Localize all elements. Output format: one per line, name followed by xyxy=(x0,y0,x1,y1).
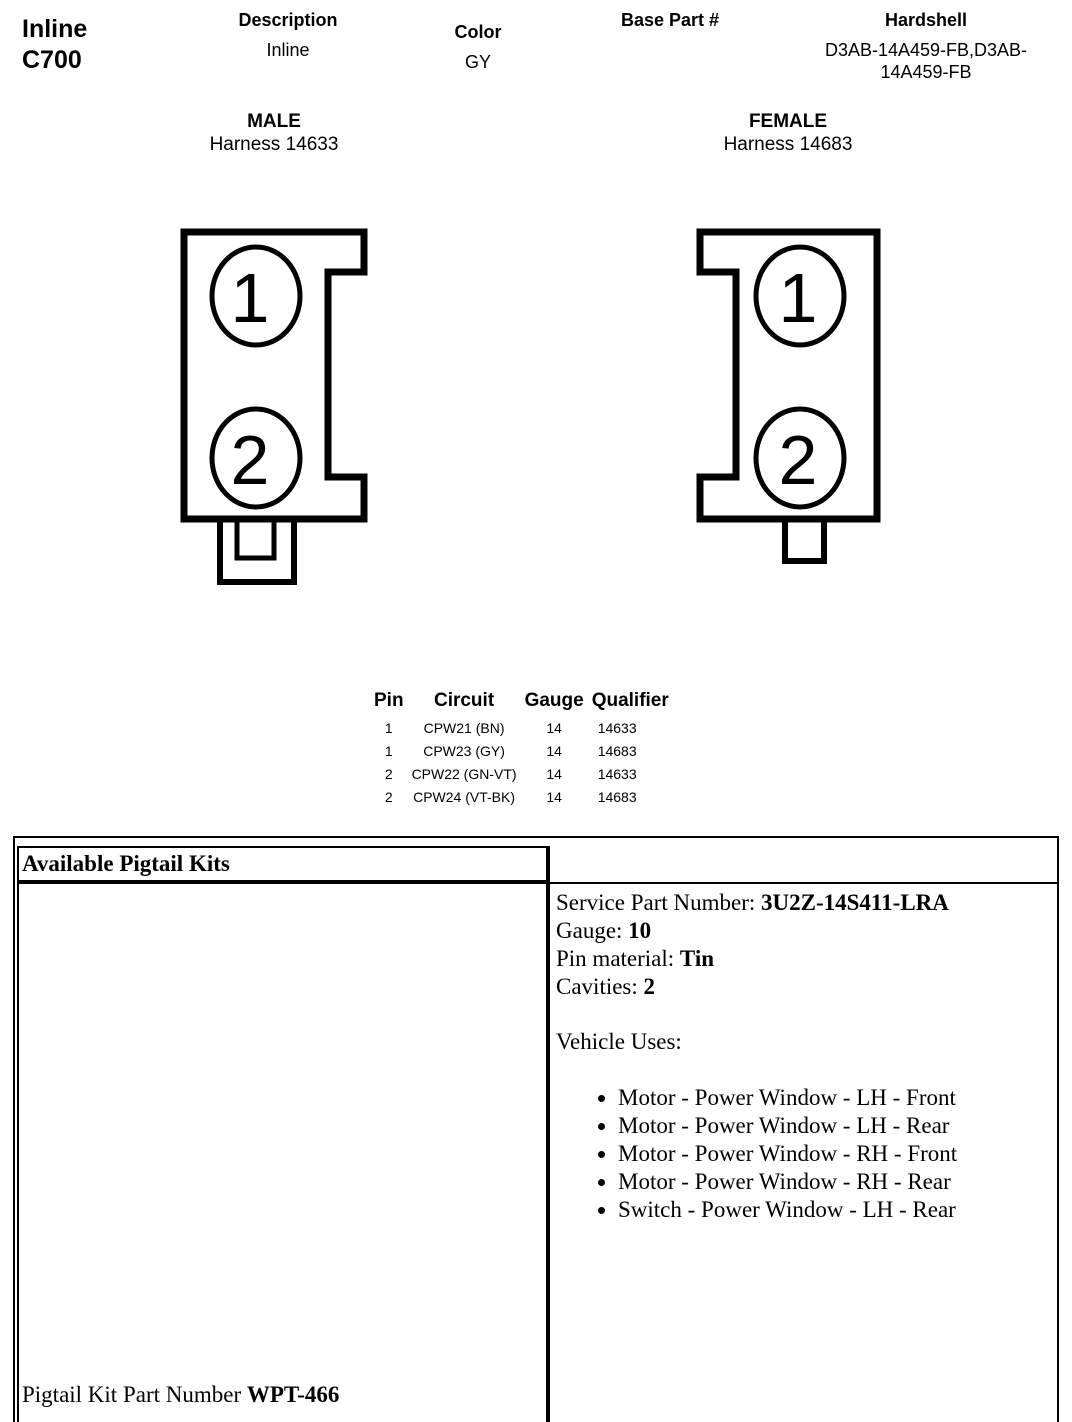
circuit-cell: CPW24 (VT-BK) xyxy=(413,788,516,805)
pin-table-header-row xyxy=(370,690,673,716)
circuit-cell: CPW22 (GN-VT) xyxy=(411,765,517,782)
pin-material-value: Tin xyxy=(679,946,715,971)
qualifier-header: Qualifier xyxy=(591,690,669,711)
vehicle-uses-list xyxy=(556,1084,1057,1224)
title-line-1: Inline xyxy=(22,15,88,43)
vehicle-uses-label: Vehicle Uses: xyxy=(556,1029,682,1054)
male-harness: Harness 14633 xyxy=(209,134,339,155)
qualifier-cell: 14633 xyxy=(597,719,637,736)
qualifier-cell: 14633 xyxy=(597,765,637,782)
circuit-cell: CPW23 (GY) xyxy=(423,742,505,759)
list-item: • Motor - Power Window - RH - Front xyxy=(618,1140,1057,1168)
female-harness: Harness 14683 xyxy=(723,134,853,155)
hardshell-label: Hardshell xyxy=(884,10,968,30)
female-label: FEMALE xyxy=(748,111,828,132)
gauge-cell: 14 xyxy=(546,788,562,805)
female-heading xyxy=(688,110,888,156)
list-item: • Motor - Power Window - LH - Front xyxy=(618,1084,1057,1112)
male-pin-1-label: 1 xyxy=(230,259,270,337)
color-column xyxy=(418,21,538,73)
description-label: Description xyxy=(238,10,338,30)
pin-material-label: Pin material: xyxy=(556,946,680,971)
list-item: • Motor - Power Window - LH - Rear xyxy=(618,1112,1057,1140)
pin-cell: 1 xyxy=(384,719,393,736)
male-pin-2-label: 2 xyxy=(230,421,270,499)
connector-title xyxy=(22,14,87,76)
service-part-line xyxy=(556,889,1057,917)
kit-part-value: WPT-466 xyxy=(246,1382,340,1407)
gauge-value: 10 xyxy=(628,918,652,943)
pigtail-kits-heading-spacer xyxy=(548,846,1061,882)
qualifier-cell: 14683 xyxy=(597,742,637,759)
pin-cell: 2 xyxy=(384,765,393,782)
cavities-value: 2 xyxy=(643,974,656,999)
title-line-2: C700 xyxy=(22,46,82,74)
color-value: GY xyxy=(464,52,491,72)
base-part-column xyxy=(590,9,750,31)
pigtail-kit-image-cell xyxy=(17,882,548,1422)
gauge-cell: 14 xyxy=(546,765,562,782)
list-item: • Switch - Power Window - LH - Rear xyxy=(618,1196,1057,1224)
female-pin-1-label: 1 xyxy=(778,259,818,337)
gauge-cell: 14 xyxy=(546,719,562,736)
gauge-line xyxy=(556,917,1057,945)
table-row xyxy=(370,762,673,785)
description-value: Inline xyxy=(266,40,310,60)
male-connector-latch-inner xyxy=(237,519,274,558)
kit-part-label: Pigtail Kit Part Number xyxy=(22,1382,247,1407)
service-part-label: Service Part Number: xyxy=(556,890,762,915)
cavities-label: Cavities: xyxy=(556,974,644,999)
male-connector-housing xyxy=(184,232,364,519)
list-item: • Motor - Power Window - RH - Rear xyxy=(618,1168,1057,1196)
description-column xyxy=(208,9,368,61)
pin-material-line xyxy=(556,945,1057,973)
female-pin-2-label: 2 xyxy=(778,421,818,499)
circuit-header: Circuit xyxy=(433,690,495,711)
male-heading xyxy=(174,110,374,156)
gauge-label: Gauge: xyxy=(556,918,629,943)
female-connector-latch xyxy=(785,519,824,561)
pigtail-kit-part-number xyxy=(22,1382,339,1408)
table-row xyxy=(370,739,673,762)
male-connector-latch-outer xyxy=(220,519,294,582)
hardshell-value-line-1: D3AB-14A459-FB,D3AB- xyxy=(824,40,1028,60)
table-row xyxy=(370,785,673,808)
pigtail-kit-details xyxy=(548,882,1059,1422)
color-label: Color xyxy=(454,22,502,42)
gauge-header: Gauge xyxy=(524,690,584,711)
qualifier-cell: 14683 xyxy=(597,788,637,805)
circuit-cell: CPW21 (BN) xyxy=(423,719,505,736)
male-connector-diagram xyxy=(170,222,380,592)
male-label: MALE xyxy=(247,111,301,132)
base-part-label: Base Part # xyxy=(620,10,720,30)
pin-header: Pin xyxy=(374,690,404,711)
hardshell-column xyxy=(796,9,1056,83)
cavities-line xyxy=(556,973,1057,1001)
pin-cell: 1 xyxy=(384,742,393,759)
table-row xyxy=(370,716,673,739)
female-connector-diagram xyxy=(688,222,898,572)
pin-table xyxy=(370,690,673,808)
pigtail-kits-heading: Available Pigtail Kits xyxy=(17,846,548,882)
service-part-value: 3U2Z-14S411-LRA xyxy=(761,890,949,915)
pin-cell: 2 xyxy=(384,788,393,805)
hardshell-value-line-2: 14A459-FB xyxy=(880,62,972,82)
gauge-cell: 14 xyxy=(546,742,562,759)
